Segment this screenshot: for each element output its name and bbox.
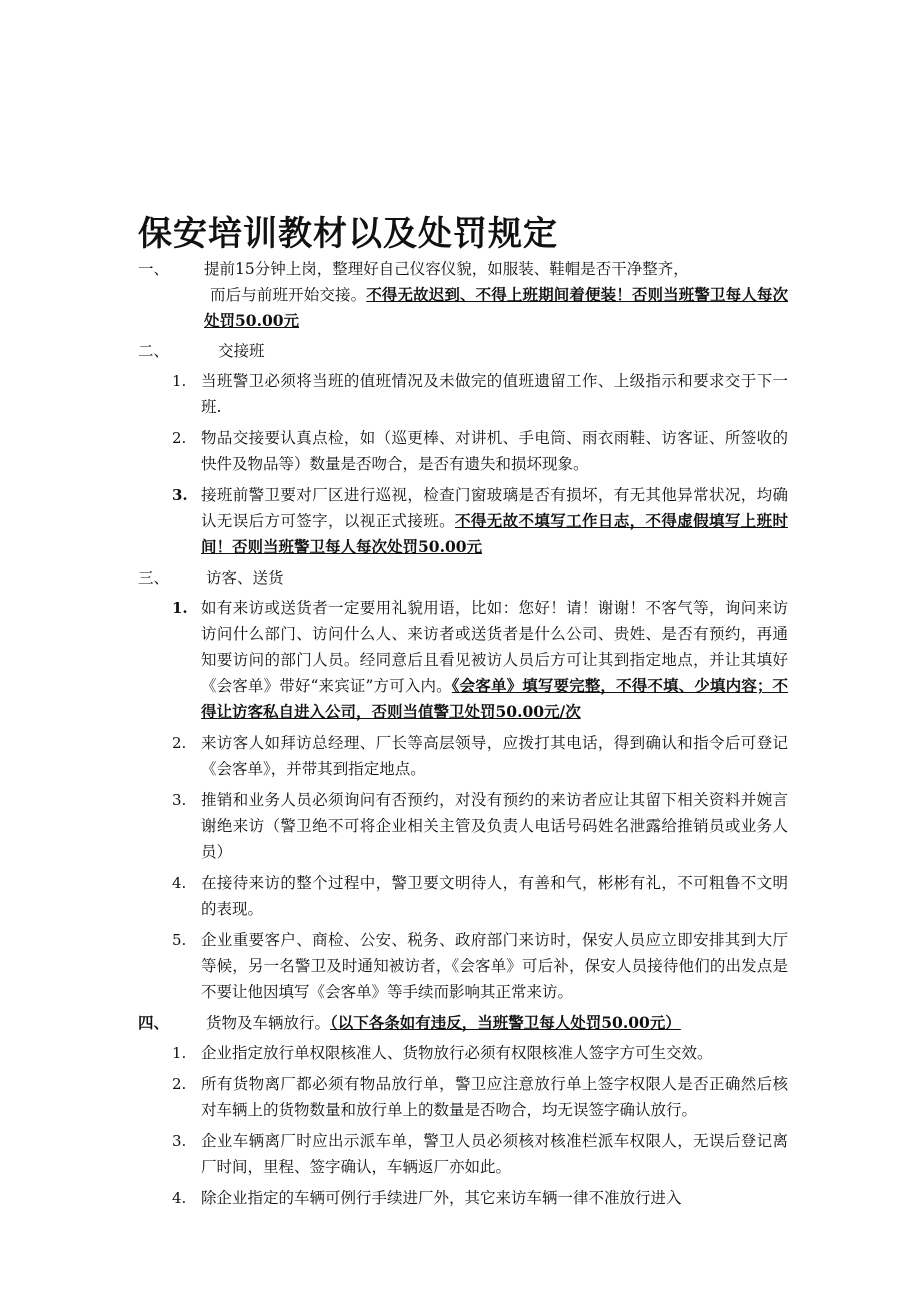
item-number: 1.: [172, 372, 187, 390]
section-3: [138, 565, 788, 1005]
item-list: [138, 595, 788, 1005]
item-number: 2.: [172, 429, 187, 447]
penalty-text: （以下各条如有违反，当班警卫每人处罚50.00元）: [330, 1013, 681, 1032]
section-4: [138, 1010, 788, 1211]
list-item: [172, 1071, 788, 1123]
section-heading: 访客、送货: [206, 569, 284, 587]
item-number: 3.: [172, 486, 188, 504]
list-item: [172, 927, 788, 1005]
item-number: 5.: [172, 931, 187, 949]
item-text: 来访客人如拜访总经理、厂长等高层领导，应拨打其电话，得到确认和指令后可登记《会客单》，并带其到指定地点。: [201, 734, 788, 778]
section-heading: 货物及车辆放行。: [206, 1014, 331, 1032]
item-number: 2.: [172, 734, 187, 752]
section-text-2: 而后与前班开始交接。: [210, 286, 367, 304]
list-item: [172, 787, 788, 865]
item-number: 4.: [172, 1189, 187, 1207]
item-number: 1.: [172, 599, 188, 617]
section-text: 提前15分钟上岗，整理好自己仪容仪貌，如服装、鞋帽是否干净整齐，: [204, 260, 689, 278]
list-item: [172, 870, 788, 922]
item-number: 3.: [172, 1132, 187, 1150]
penalty-text: 不得无故迟到、不得上班期间着便装！否则当班警卫每人每次处罚50.00元: [204, 285, 788, 330]
item-number: 4.: [172, 874, 187, 892]
list-item: [172, 730, 788, 782]
section-number: 三、: [138, 569, 170, 587]
document-title: 保安培训教材以及处罚规定: [138, 214, 558, 254]
penalty-text: 不得无故不填写工作日志，不得虚假填写上班时间！否则当班警卫每人每次处罚50.00元: [201, 511, 788, 556]
list-item: [172, 482, 788, 560]
list-item: [172, 1040, 788, 1066]
section-body: [204, 256, 788, 334]
item-text: 在接待来访的整个过程中，警卫要文明待人，有善和气，彬彬有礼，不可粗鲁不文明的表现。: [201, 874, 788, 918]
item-list: [138, 368, 788, 560]
item-text: 推销和业务人员必须询问有否预约，对没有预约的来访者应让其留下相关资料并婉言谢绝来访（警卫绝不可将企业相关主管及负责人电话号码姓名泄露给推销员或业务人员）: [201, 791, 788, 861]
item-number: 1.: [172, 1044, 187, 1062]
section-heading-line: [206, 1010, 788, 1036]
item-text: 所有货物离厂都必须有物品放行单，警卫应注意放行单上签字权限人是否正确然后核对车辆上的货物数量和放行单上的数量是否吻合，均无误签字确认放行。: [201, 1075, 788, 1119]
section-1: [138, 256, 788, 334]
item-text: 接班前警卫要对厂区进行巡视，检查门窗玻璃是否有损坏，有无其他异常状况，均确认无误后方可签字，以视正式接班。: [201, 486, 788, 530]
item-text: 如有来访或送货者一定要用礼貌用语，比如：您好！请！谢谢！不客气等，询问来访访问什么部门、访问什么人、来访者或送货者是什么公司、贵姓、是否有预约，再通知要访问的部门人员。经同意后且看见被访人员后方可让其到指定地点，并让其填好《会客单》带好“来宾证”方可入内。: [201, 599, 788, 695]
section-2: [138, 338, 788, 560]
item-text: 企业重要客户、商检、公安、税务、政府部门来访时，保安人员应立即安排其到大厅等候，另一名警卫及时通知被访者，《会客单》可后补，保安人员接待他们的出发点是不要让他因填写《会客单》等手续而影响其正常来访。: [201, 931, 788, 1001]
item-text: 企业指定放行单权限核准人、货物放行必须有权限核准人签字方可生交效。: [201, 1044, 713, 1062]
section-heading: 交接班: [218, 342, 265, 360]
item-number: 3.: [172, 791, 187, 809]
section-number: 一、: [138, 260, 170, 278]
list-item: [172, 368, 788, 420]
item-list: [138, 1040, 788, 1211]
section-number: 二、: [138, 342, 170, 360]
item-text: 除企业指定的车辆可例行手续进厂外，其它来访车辆一律不准放行进入: [201, 1189, 682, 1207]
item-number: 2.: [172, 1075, 187, 1093]
document-content: [138, 256, 788, 1216]
section-number: 四、: [138, 1013, 170, 1032]
list-item: [172, 1185, 788, 1211]
item-text: 企业车辆离厂时应出示派车单，警卫人员必须核对核准栏派车权限人，无误后登记离厂时间，里程、签字确认，车辆返厂亦如此。: [201, 1132, 788, 1176]
penalty-text: 《会客单》填写要完整，不得不填、少填内容；不得让访客私自进入公司，否则当值警卫处罚50.00元/次: [201, 676, 788, 721]
item-text: 当班警卫必须将当班的值班情况及未做完的值班遗留工作、上级指示和要求交于下一班.: [201, 372, 788, 416]
list-item: [172, 595, 788, 725]
list-item: [172, 1128, 788, 1180]
item-text: 物品交接要认真点检，如（巡更棒、对讲机、手电筒、雨衣雨鞋、访客证、所签收的快件及物品等）数量是否吻合，是否有遗失和损坏现象。: [201, 429, 788, 473]
list-item: [172, 425, 788, 477]
